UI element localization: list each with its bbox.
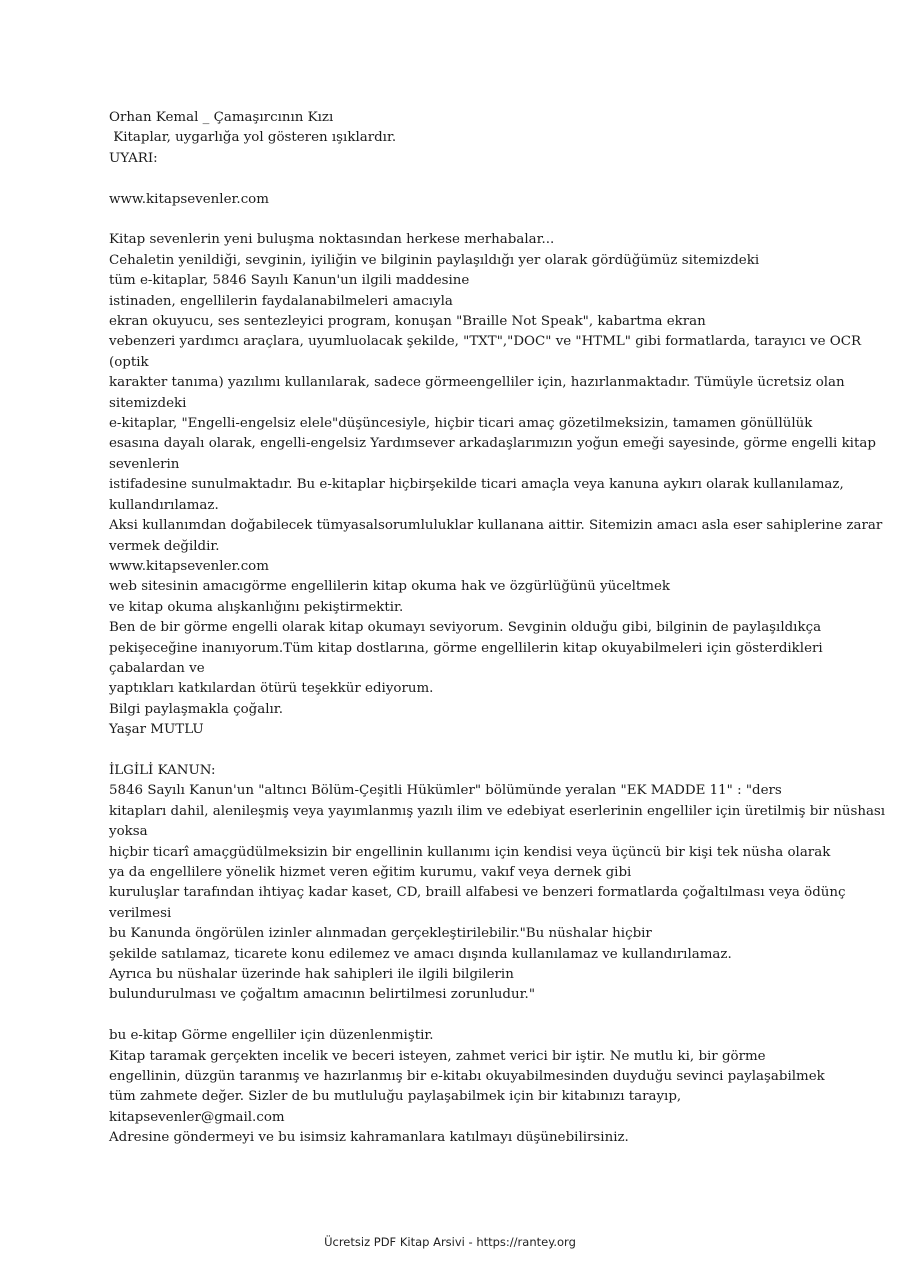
text-line: Ayrıca bu nüshalar üzerinde hak sahipleri ile ilgili bilgilerin	[109, 967, 514, 983]
site-url-line: www.kitapsevenler.com	[109, 558, 269, 574]
text-line: yoksa	[109, 824, 148, 840]
text-line: bu Kanunda öngörülen izinler alınmadan gerçekleştirilebilir."Bu nüshalar hiçbir	[109, 926, 652, 942]
text-line: karakter tanıma) yazılımı kullanılarak, sadece görmeengelliler için, hazırlanmaktadır. Tümüyle ücretsiz olan	[109, 375, 845, 391]
text-line: e-kitaplar, "Engelli-engelsiz elele"düşüncesiyle, hiçbir ticari amaç gözetilmeksizin, tamamen gönüllülük	[109, 416, 813, 432]
text-line: hiçbir ticarî amaçgüdülmeksizin bir engellinin kullanımı için kendisi veya üçüncü bir kişi tek nüsha olarak	[109, 844, 831, 860]
signature-line: Yaşar MUTLU	[109, 722, 204, 738]
text-line: kitapları dahil, alenileşmiş veya yayımlanmış yazılı ilim ve edebiyat eserlerinin engelliler için üretilmiş bir nüshası	[109, 803, 886, 819]
text-line: şekilde satılamaz, ticarete konu edilemez ve amacı dışında kullanılamaz ve kullandırılamaz.	[109, 946, 732, 962]
closing-paragraph	[109, 1026, 825, 1148]
text-line: esasına dayalı olarak, engelli-engelsiz Yardımsever arkadaşlarımızın yoğun emeği sayesinde, görme engelli kitap	[109, 436, 876, 452]
text-line: vermek değildir.	[109, 538, 220, 554]
text-line: 5846 Sayılı Kanun'un "altıncı Bölüm-Çeşitli Hükümler" bölümünde yeralan "EK MADDE 11" : "ders	[109, 783, 782, 799]
text-line: (optik	[109, 354, 149, 370]
text-line: ve kitap okuma alışkanlığını pekiştirmektir.	[109, 599, 404, 615]
text-line: tüm e-kitaplar, 5846 Sayılı Kanun'un ilgili maddesine	[109, 273, 470, 289]
text-line: Kitap taramak gerçekten incelik ve beceri isteyen, zahmet verici bir iştir. Ne mutlu ki, bir görme	[109, 1048, 766, 1064]
text-line: vebenzeri yardımcı araçlara, uyumluolacak şekilde, "TXT","DOC" ve "HTML" gibi formatlarda, tarayıcı ve OCR	[109, 334, 862, 350]
text-line: Adresine göndermeyi ve bu isimsiz kahramanlara katılmayı düşünebilirsiniz.	[109, 1130, 629, 1146]
text-line: verilmesi	[109, 905, 172, 921]
text-line: yaptıkları katkılardan ötürü teşekkür ediyorum.	[109, 681, 434, 697]
spacer	[109, 210, 809, 230]
email-line: kitapsevenler@gmail.com	[109, 1109, 285, 1125]
warning-heading: UYARI:	[109, 150, 158, 166]
text-line: istifadesine sunulmaktadır. Bu e-kitaplar hiçbirşekilde ticari amaçla veya kanuna aykırı olarak kullanılamaz,	[109, 477, 844, 493]
header-block	[109, 108, 809, 169]
text-line: kullandırılamaz.	[109, 497, 219, 513]
spacer	[109, 169, 809, 189]
text-line: Cehaletin yenildiği, sevginin, iyiliğin ve bilginin paylaşıldığı yer olarak gördüğümüz sitemizdeki	[109, 252, 760, 268]
law-paragraph	[109, 761, 886, 1006]
text-line: sitemizdeki	[109, 395, 187, 411]
site-url-line: www.kitapsevenler.com	[109, 191, 269, 207]
motto-line: Kitaplar, uygarlığa yol gösteren ışıklardır.	[109, 130, 397, 146]
spacer	[109, 1006, 809, 1026]
text-line: pekişeceğine inanıyorum.Tüm kitap dostlarına, görme engellilerin kitap okuyabilmeleri için gösterdikleri	[109, 640, 823, 656]
text-line: çabalardan ve	[109, 660, 205, 676]
text-line: sevenlerin	[109, 456, 180, 472]
page-footer: Ücretsiz PDF Kitap Arsivi - https://rantey.org	[324, 1235, 576, 1249]
text-line: web sitesinin amacıgörme engellilerin kitap okuma hak ve özgürlüğünü yüceltmek	[109, 579, 671, 595]
text-line: istinaden, engellilerin faydalanabilmeleri amacıyla	[109, 293, 453, 309]
text-line: Kitap sevenlerin yeni buluşma noktasından herkese merhabalar...	[109, 232, 555, 248]
text-line: engellinin, düzgün taranmış ve hazırlanmış bir e-kitabı okuyabilmesinden duyduğu sevinci paylaşabilmek	[109, 1069, 825, 1085]
intro-paragraph	[109, 230, 883, 740]
text-line: Bilgi paylaşmakla çoğalır.	[109, 701, 283, 717]
text-line: Ben de bir görme engelli olarak kitap okumayı seviyorum. Sevginin olduğu gibi, bilginin de paylaşıldıkça	[109, 620, 822, 636]
text-line: tüm zahmete değer. Sizler de bu mutluluğu paylaşabilmek için bir kitabınızı tarayıp,	[109, 1089, 682, 1105]
text-line: bu e-kitap Görme engelliler için düzenlenmiştir.	[109, 1028, 434, 1044]
law-heading: İLGİLİ KANUN:	[109, 762, 216, 778]
document-body	[109, 108, 886, 1149]
text-line: bulundurulması ve çoğaltım amacının belirtilmesi zorunludur."	[109, 987, 535, 1003]
spacer	[109, 741, 809, 761]
book-title-line: Orhan Kemal _ Çamaşırcının Kızı	[109, 110, 334, 125]
text-line: ekran okuyucu, ses sentezleyici program, konuşan "Braille Not Speak", kabartma ekran	[109, 314, 706, 330]
text-line: Aksi kullanımdan doğabilecek tümyasalsorumluluklar kullanana aittir. Sitemizin amacı asla eser sahiplerine zarar	[109, 518, 883, 534]
text-line: ya da engellilere yönelik hizmet veren eğitim kurumu, vakıf veya dernek gibi	[109, 864, 632, 880]
text-line: kuruluşlar tarafından ihtiyaç kadar kaset, CD, braill alfabesi ve benzeri formatlarda çoğaltılması veya ödünç	[109, 885, 846, 901]
